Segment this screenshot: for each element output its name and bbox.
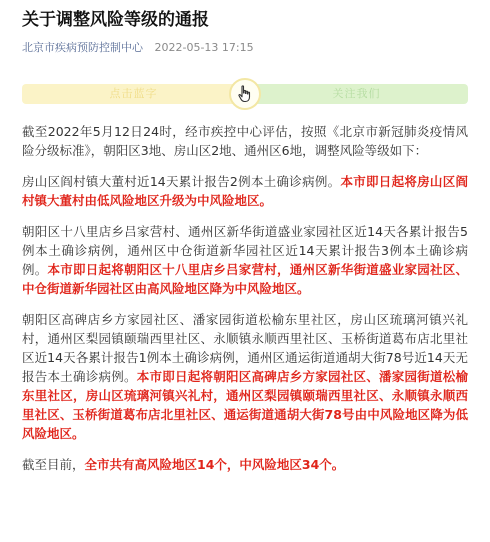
banner-right-label: 关注我们 bbox=[245, 84, 468, 104]
paragraph-high-to-medium bbox=[22, 222, 468, 298]
article-meta bbox=[22, 40, 468, 56]
paragraph-text: 朝阳区十八里店乡吕家营村、通州区新华街道盛业家园社区近14天各累计报告5例本土确诊病例，通州区中仓街道新华园社区近14天累计报告3例本土确诊病例。 bbox=[22, 224, 468, 277]
paragraph-text: 截至2022年5月12日24时，经市疾控中心评估，按照《北京市新冠肺炎疫情风险分级标准》，朝阳区3地、房山区2地、通州区6地，调整风险等级如下： bbox=[22, 124, 468, 158]
paragraph-highlight: 全市共有高风险地区14个，中风险地区34个。 bbox=[84, 457, 345, 472]
paragraph-highlight: 本市即日起将房山区阎村镇大董村由低风险地区升级为中风险地区。 bbox=[22, 174, 468, 208]
follow-banner[interactable] bbox=[22, 84, 468, 104]
paragraph-highlight: 本市即日起将朝阳区高碑店乡方家园社区、潘家园街道松榆东里社区，房山区琉璃河镇兴礼村，通州区梨园镇颐瑞西里社区、永顺镇永顺西里社区、玉桥街道葛布店北里社区、通运街道通胡大街78号由中风险地区降为低风险地区。 bbox=[22, 369, 468, 441]
paragraph-totals bbox=[22, 455, 468, 474]
paragraph-fangshan-upgrade bbox=[22, 172, 468, 210]
hand-pointer-icon[interactable] bbox=[229, 78, 261, 110]
paragraph-medium-to-low bbox=[22, 310, 468, 443]
source-account-link[interactable]: 北京市疾病预防控制中心 bbox=[22, 41, 143, 54]
paragraph-text: 房山区阎村镇大董村近14天累计报告2例本土确诊病例。 bbox=[22, 174, 341, 189]
paragraph-highlight: 本市即日起将朝阳区十八里店乡吕家营村，通州区新华街道盛业家园社区、中仓街道新华园社区由高风险地区降为中风险地区。 bbox=[22, 262, 468, 296]
paragraph-summary bbox=[22, 122, 468, 160]
paragraph-text: 截至目前， bbox=[22, 457, 85, 472]
article-title: 关于调整风险等级的通报 bbox=[22, 10, 209, 30]
hand-pointer-glyph bbox=[237, 85, 253, 103]
publish-time: 2022-05-13 17:15 bbox=[154, 41, 254, 54]
article-body bbox=[22, 122, 468, 474]
banner-left-label: 点击蓝字 bbox=[22, 84, 245, 104]
paragraph-text: 朝阳区高碑店乡方家园社区、潘家园街道松榆东里社区，房山区琉璃河镇兴礼村，通州区梨园镇颐瑞西里社区、永顺镇永顺西里社区、玉桥街道葛布店北里社区近14天各累计报告1例本土确诊病例，通州区通运街道通胡大街78号近14天无报告本土确诊病例。 bbox=[22, 312, 468, 384]
